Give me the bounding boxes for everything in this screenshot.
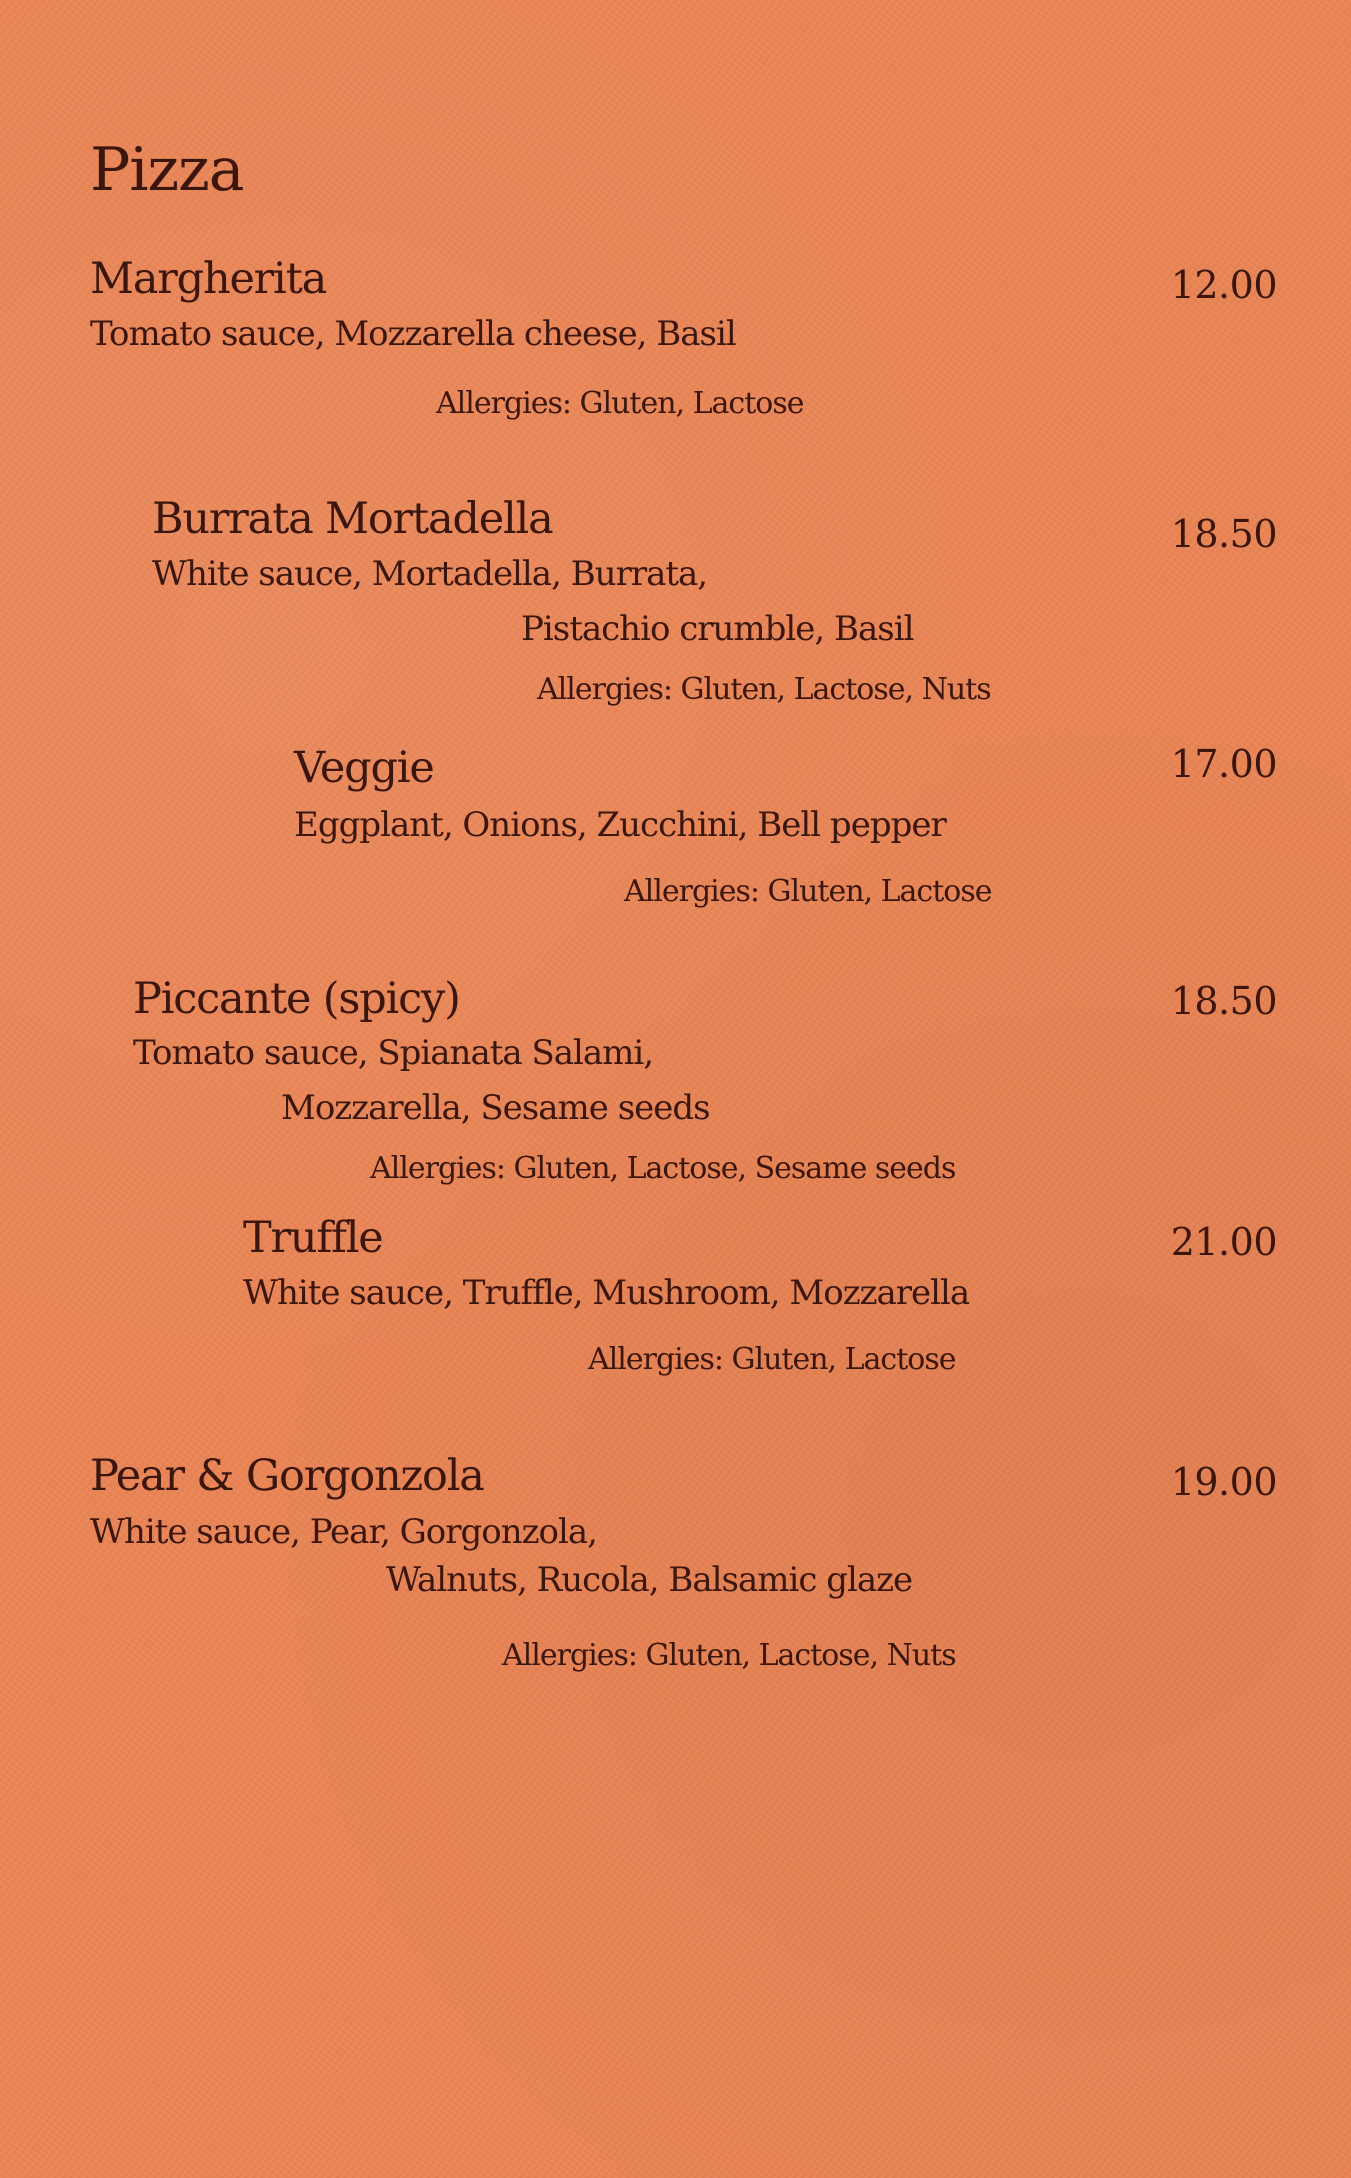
- item-allergies: Allergies: Gluten, Lactose: [624, 874, 992, 909]
- item-allergies: Allergies: Gluten, Lactose, Nuts: [502, 1638, 956, 1673]
- item-description-line-2: Walnuts, Rucola, Balsamic glaze: [386, 1560, 913, 1600]
- item-price: 18.50: [1170, 512, 1277, 556]
- item-name: Pear & Gorgonzola: [90, 1451, 484, 1501]
- page-title: Pizza: [90, 135, 244, 205]
- item-description-line-1: White sauce, Mortadella, Burrata,: [152, 554, 708, 594]
- item-allergies: Allergies: Gluten, Lactose: [436, 386, 804, 421]
- item-price: 17.00: [1170, 742, 1277, 786]
- item-allergies: Allergies: Gluten, Lactose, Nuts: [537, 672, 991, 707]
- item-description: Tomato sauce, Mozzarella cheese, Basil: [90, 314, 736, 354]
- item-description-line-1: White sauce, Pear, Gorgonzola,: [90, 1512, 597, 1552]
- item-name: Piccante (spicy): [133, 974, 460, 1024]
- item-price: 21.00: [1170, 1220, 1277, 1264]
- item-allergies: Allergies: Gluten, Lactose, Sesame seeds: [370, 1151, 956, 1186]
- item-description-line-2: Pistachio crumble, Basil: [521, 609, 914, 649]
- item-price: 12.00: [1170, 263, 1277, 307]
- item-description-line-2: Mozzarella, Sesame seeds: [281, 1088, 710, 1128]
- item-price: 18.50: [1170, 979, 1277, 1023]
- item-description: White sauce, Truffle, Mushroom, Mozzarella: [243, 1273, 970, 1313]
- item-description: Eggplant, Onions, Zucchini, Bell pepper: [294, 805, 946, 845]
- item-name: Veggie: [294, 743, 434, 793]
- item-description-line-1: Tomato sauce, Spianata Salami,: [133, 1033, 654, 1073]
- item-price: 19.00: [1170, 1460, 1277, 1504]
- item-name: Margherita: [90, 254, 327, 304]
- item-name: Truffle: [243, 1213, 383, 1263]
- item-allergies: Allergies: Gluten, Lactose: [588, 1342, 956, 1377]
- item-name: Burrata Mortadella: [152, 494, 553, 544]
